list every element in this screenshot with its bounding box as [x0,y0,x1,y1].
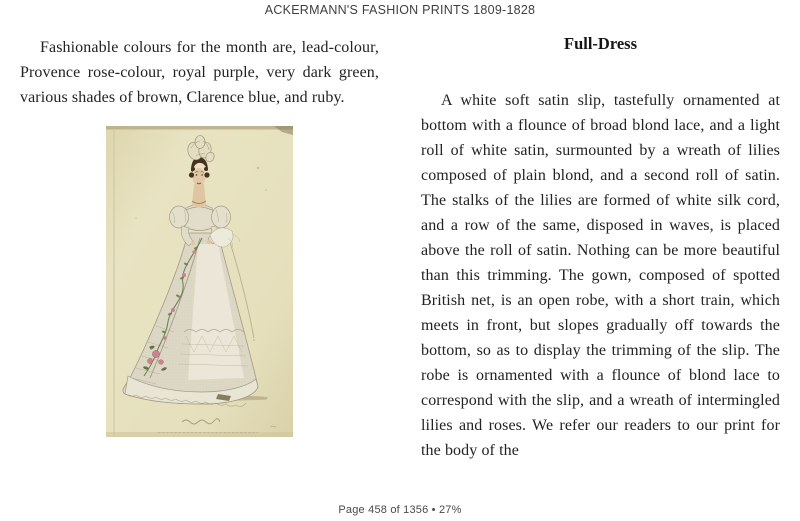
fashion-plate-svg [106,126,293,437]
page-progress-indicator[interactable]: Page 458 of 1356 • 27% [338,504,462,516]
full-dress-paragraph: A white soft satin slip, tastefully ornamented at bottom with a flounce of broad blond lace, and a light roll of white satin, surmounted by a wreath of lilies composed of plain blond, and a second roll of satin. The stalks of the lilies are formed of white silk cord, and a row of the same, disposed in waves, is placed above the roll of satin. Nothing can be more beautiful than this trimming. The gown, composed of spotted British net, is an open robe, with a short train, which meets in front, but slopes gradually off towards the bottom, so as to display the trimming of the slip. The robe is ornamented with a flounce of blond lace to correspond with the slip, and a wreath of intermingled lilies and roses. We refer our readers to our print for the body of the [421,92,780,459]
section-heading: Full-Dress [563,34,638,53]
book-title-header: ACKERMANN'S FASHION PRINTS 1809-1828 [264,3,536,17]
left-column [20,30,379,463]
right-column [421,30,780,463]
fashion-plate-illustration [106,126,293,437]
colours-paragraph: Fashionable colours for the month are, lead-colour, Provence rose-colour, royal purple, very dark green, various shades of brown, Clarence blue, and ruby. [20,39,379,106]
two-column-text-area [20,30,780,463]
